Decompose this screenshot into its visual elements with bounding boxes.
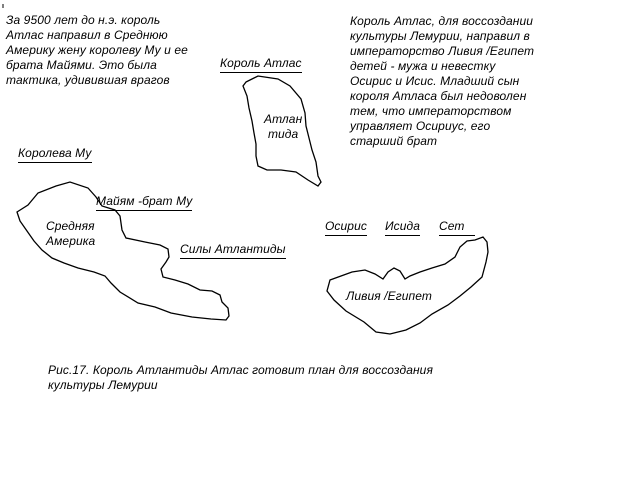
intro-text: За 9500 лет до н.э. король Атлас направил в Среднюю Америку жену королеву Му и ее брата Майями. Это была тактика, удивившая врагов [6, 13, 188, 87]
central-america-label: Средняя Америка [46, 219, 96, 248]
isis-label: Исида [385, 219, 420, 236]
right-description: Король Атлас, для воссоздании культуры Лемурии, направил в императорство Ливия /Египет детей - мужа и невестку Осирис и Исис. Младший сын короля Атласа был недоволен тем, что императорством управляет Осириус, его старший брат [350, 14, 535, 148]
libya-egypt-outline [327, 237, 488, 334]
set-label: Сет [439, 219, 475, 236]
libya-egypt-label: Ливия /Египет [346, 289, 432, 303]
maiyam-label: Майям -брат Му [96, 194, 192, 211]
queen-mu-label: Королева Му [18, 146, 92, 163]
osiris-label: Осирис [325, 219, 367, 236]
figure-caption: Рис.17. Король Атлантиды Атлас готовит план для воссоздания культуры Лемурии [48, 363, 433, 392]
atlantis-label: Атлан тида [264, 112, 303, 141]
king-atlas-label: Король Атлас [220, 56, 302, 73]
atlantis-forces-label: Силы Атлантиды [180, 242, 286, 259]
